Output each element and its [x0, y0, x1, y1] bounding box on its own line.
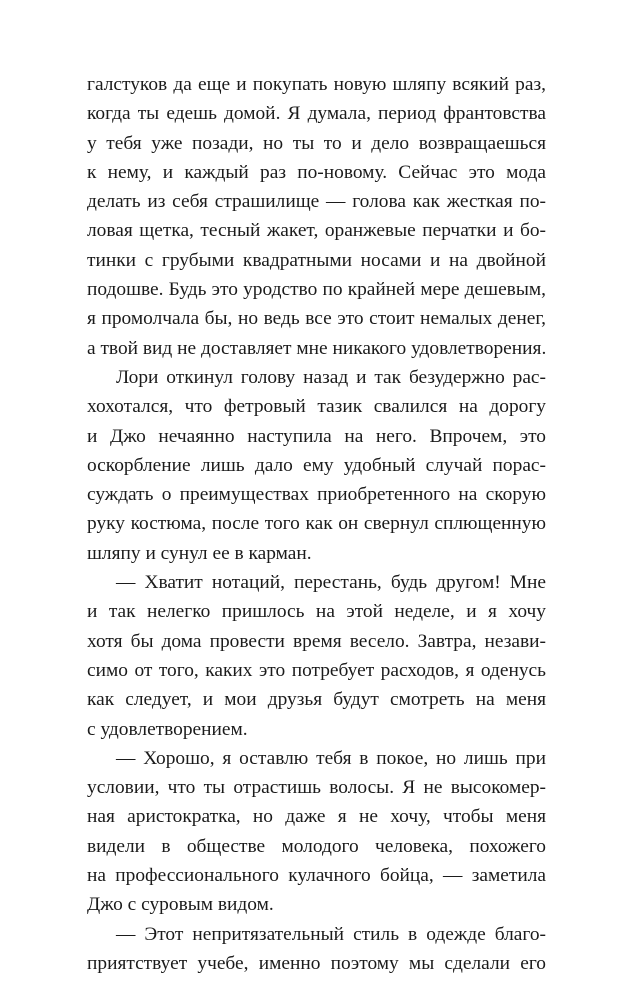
text-line: хотя бы дома провести время весело. Завтра, незави-	[87, 630, 546, 652]
text-line: симо от того, каких это потребует расходов, я оденусь	[87, 659, 546, 681]
text-line: как следует, и мои друзья будут смотреть на меня	[87, 689, 546, 711]
text-line: приятствует учебе, именно поэтому мы сделали его	[87, 952, 546, 974]
text-line: я промолчала бы, но ведь все это стоит немалых денег,	[87, 308, 546, 330]
text-line: тинки с грубыми квадратными носами и на двойной	[87, 249, 546, 271]
text-line: — Хорошо, я оставлю тебя в покое, но лишь при	[116, 747, 546, 769]
text-line: шляпу и сунул ее в карман.	[87, 542, 312, 564]
book-page-body	[87, 70, 546, 978]
text-line: — Этот непритязательный стиль в одежде благо-	[116, 923, 546, 945]
text-line: условии, что ты отрастишь волосы. Я не высокомер-	[87, 777, 546, 799]
text-line: галстуков да еще и покупать новую шляпу всякий раз,	[87, 74, 546, 95]
text-line: и Джо нечаянно наступила на него. Впрочем, это	[87, 425, 546, 447]
text-line: делать из себя страшилище — голова как жесткая по-	[87, 191, 546, 213]
text-line: на профессионального кулачного бойца, — заметила	[87, 865, 546, 887]
text-line: с удовлетворением.	[87, 718, 248, 740]
text-line: Джо с суровым видом.	[87, 894, 274, 916]
text-line: ловая щетка, тесный жакет, оранжевые перчатки и бо-	[87, 220, 546, 242]
text-line: подошве. Будь это уродство по крайней мере дешевым,	[87, 279, 546, 301]
text-line: а твой вид не доставляет мне никакого удовлетворения.	[87, 337, 547, 359]
text-line: оскорбление лишь дало ему удобный случай порас-	[87, 454, 546, 476]
text-line: — Хватит нотаций, перестань, будь другом! Мне	[116, 572, 546, 594]
text-line: ная аристократка, но даже я не хочу, чтобы меня	[87, 806, 546, 828]
text-line: когда ты едешь домой. Я думала, период франтовства	[87, 103, 546, 125]
text-line: к нему, и каждый раз по-новому. Сейчас это мода	[87, 161, 546, 183]
text-line: видели в обществе молодого человека, похожего	[87, 835, 546, 857]
text-line: хохотался, что фетровый тазик свалился на дорогу	[87, 396, 546, 418]
text-line: Лори откинул голову назад и так безудержно рас-	[116, 366, 546, 388]
text-line: суждать о преимуществах приобретенного на скорую	[87, 484, 546, 506]
text-line: и так нелегко пришлось на этой неделе, и я хочу	[87, 601, 546, 623]
text-line: у тебя уже позади, но ты то и дело возвращаешься	[87, 132, 546, 154]
text-line: руку костюма, после того как он свернул сплющенную	[87, 513, 546, 535]
